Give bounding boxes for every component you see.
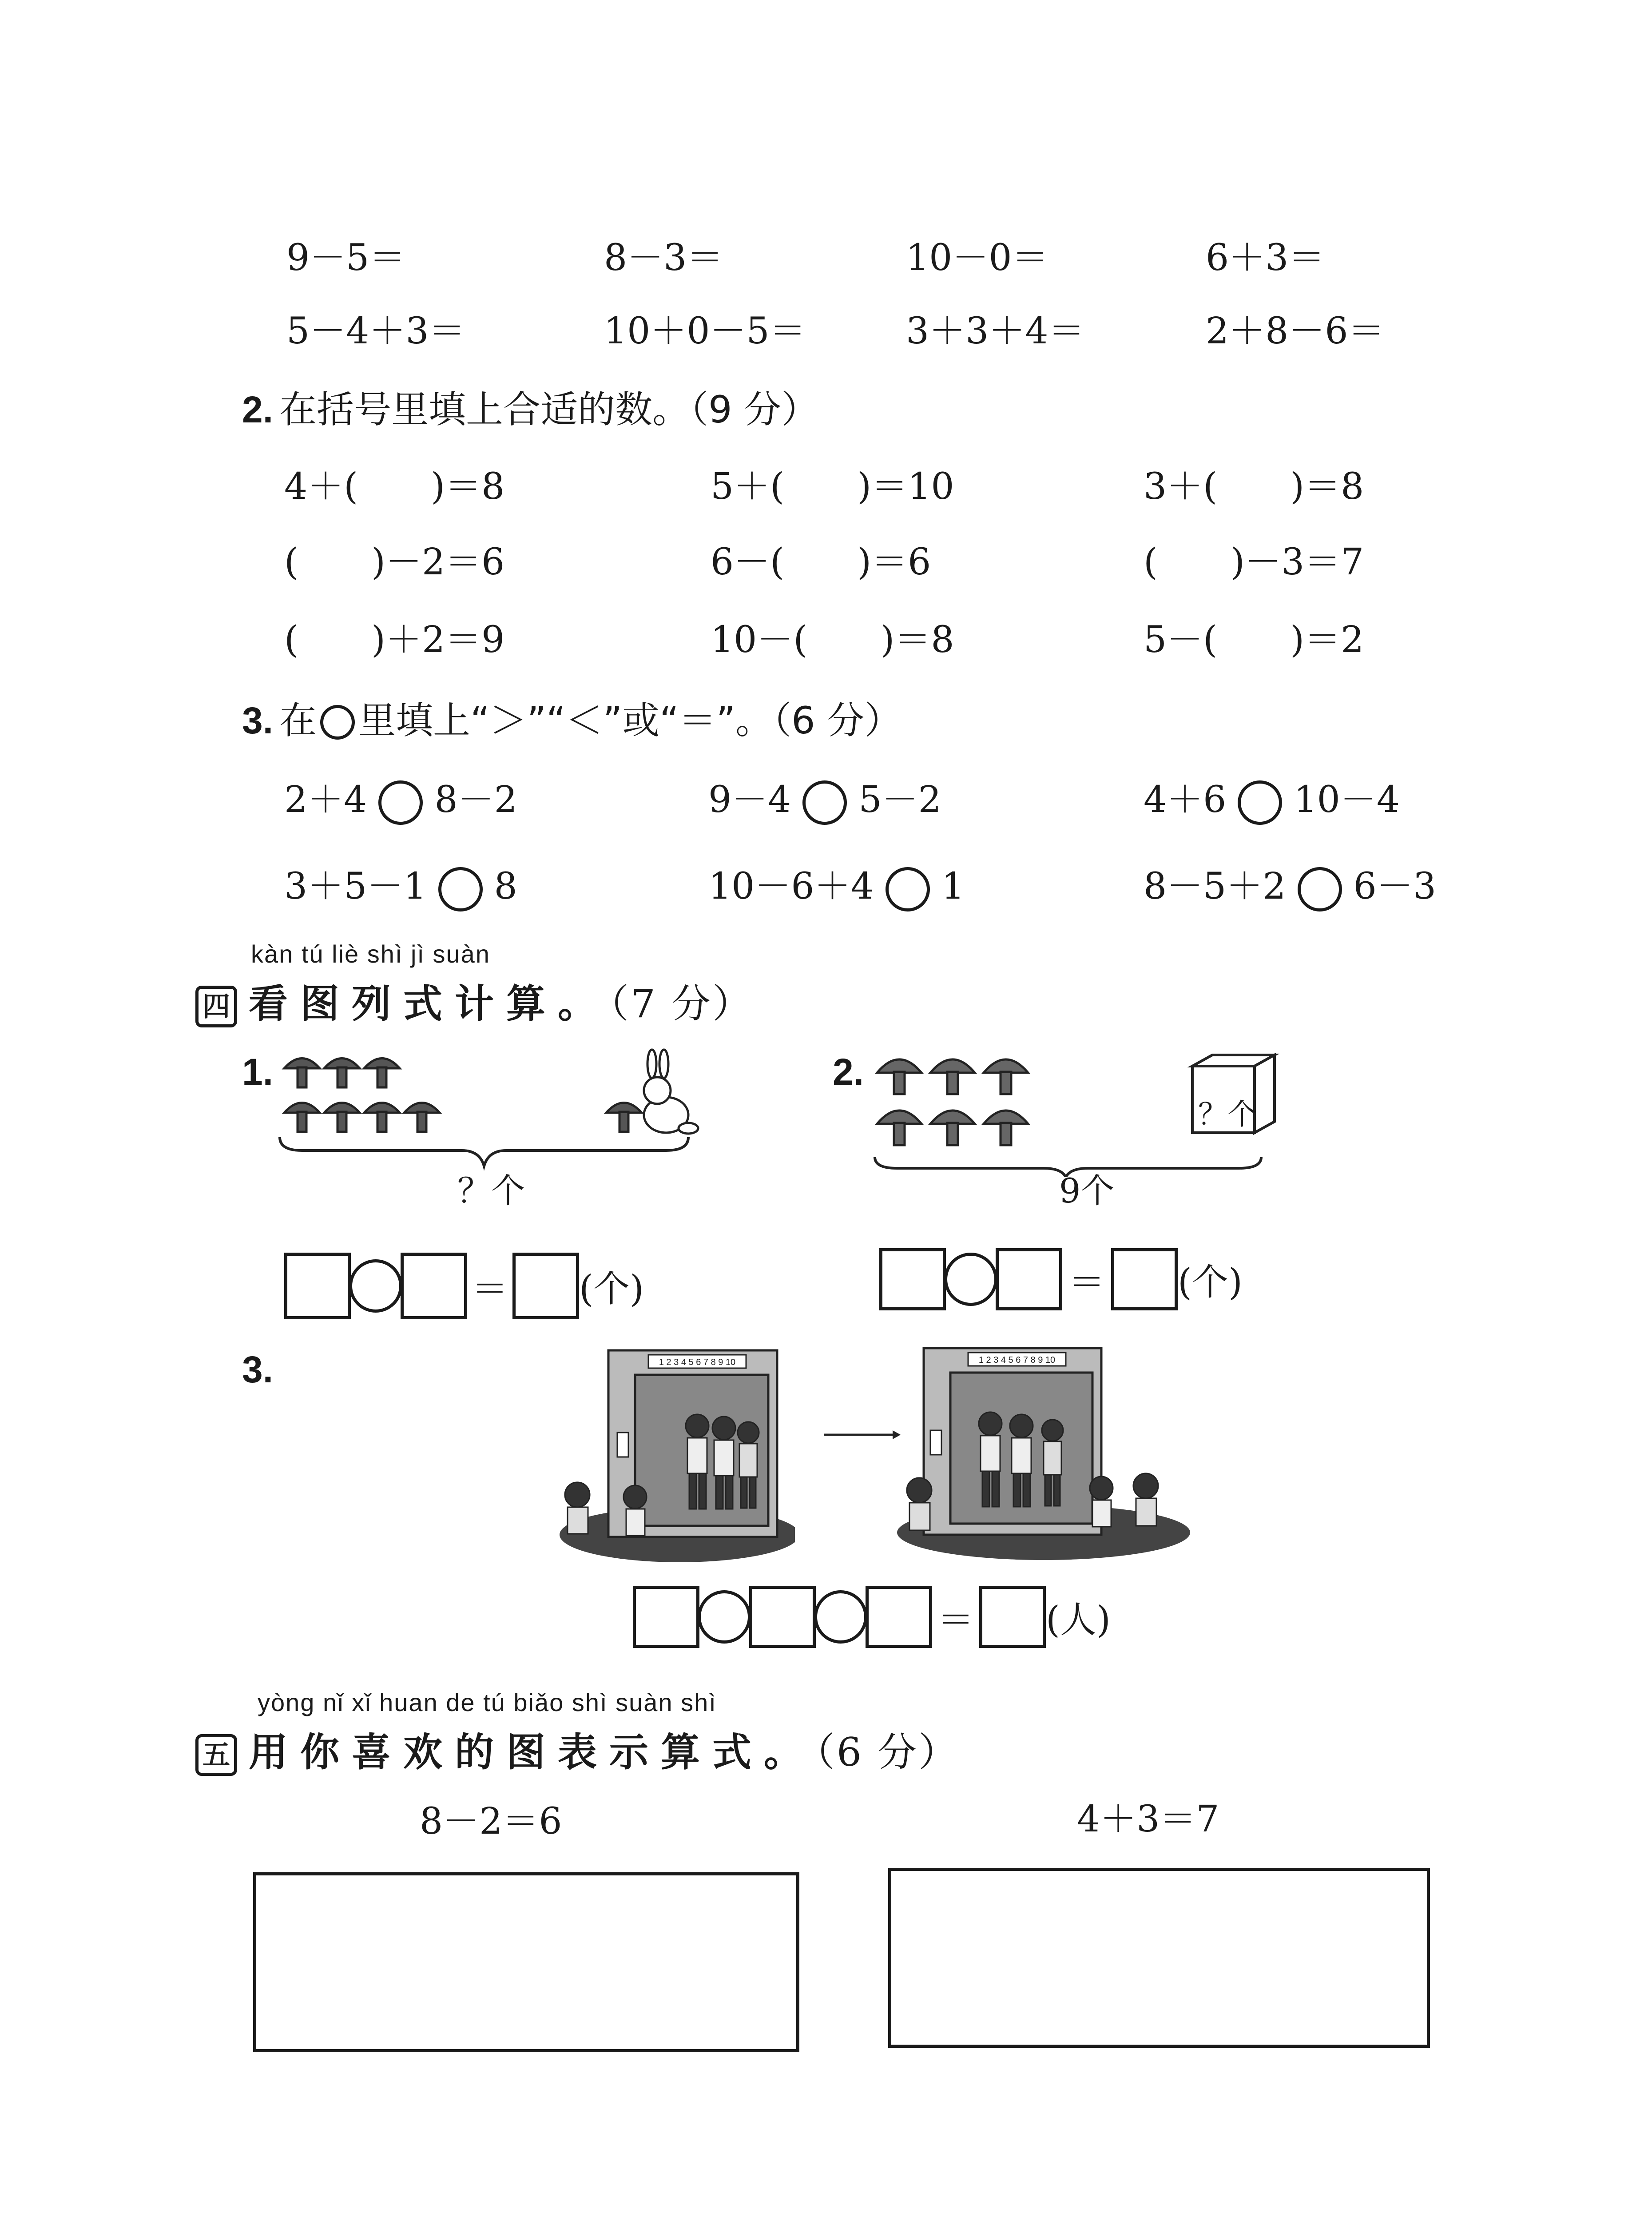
operator-circle[interactable] — [944, 1253, 997, 1306]
compare-left: 2＋4 — [284, 779, 367, 821]
sec4-badge: 四 — [195, 986, 237, 1027]
q2-heading — [242, 380, 818, 434]
compare-right: 6－3 — [1353, 865, 1437, 908]
answer-circle[interactable] — [1238, 780, 1282, 825]
arrow-icon — [822, 1426, 901, 1444]
calc-4: 6＋3＝ — [1206, 237, 1325, 279]
sec4-pinyin: kàn tú liè shì jì suàn — [251, 940, 490, 968]
operator-circle[interactable] — [698, 1590, 751, 1644]
compare-left: 9－4 — [708, 779, 791, 821]
calc-1: 9－5＝ — [286, 237, 406, 279]
p2-number: 2. — [833, 1051, 864, 1093]
fill-6: ( )－3＝7 — [1144, 541, 1364, 583]
q2-title: 在括号里填上合适的数。（9 分） — [279, 388, 819, 431]
fill-1: 4＋( )＝8 — [284, 466, 505, 508]
p2-box-label: ？个 — [1198, 1097, 1257, 1131]
operator-circle[interactable] — [814, 1590, 867, 1644]
answer-box[interactable] — [401, 1253, 467, 1319]
operator-circle[interactable] — [349, 1259, 402, 1313]
sec5-equation-2: 4＋3＝7 — [1077, 1798, 1219, 1840]
p1-unit: (个) — [579, 1268, 644, 1310]
fill-3: 3＋( )＝8 — [1144, 466, 1364, 508]
mushroom-icon — [877, 1059, 1028, 1145]
calc-2: 8－3＝ — [604, 237, 723, 279]
compare-left: 10－6＋4 — [708, 865, 874, 908]
sec4-title: 看图列式计算。 — [249, 981, 610, 1027]
sec4-heading — [195, 973, 753, 1029]
elevator-scene-before — [551, 1344, 795, 1566]
compare-right: 5－2 — [858, 779, 941, 821]
sec5-badge: 五 — [195, 1734, 237, 1776]
drawing-area-2[interactable] — [888, 1868, 1430, 2048]
mushroom-icon — [284, 1059, 642, 1132]
floor-panel-label: 1 2 3 4 5 6 7 8 9 10 — [659, 1357, 736, 1367]
answer-circle[interactable] — [886, 867, 930, 911]
fill-4: ( )－2＝6 — [284, 541, 505, 583]
fill-5: 6－( )＝6 — [711, 541, 931, 583]
q2-number: 2. — [242, 389, 274, 430]
p3-number: 3. — [242, 1349, 274, 1390]
answer-circle[interactable] — [378, 780, 423, 825]
answer-box[interactable] — [284, 1253, 351, 1319]
answer-box[interactable] — [512, 1253, 579, 1319]
compare-right: 10－4 — [1294, 779, 1400, 821]
answer-box[interactable] — [866, 1586, 932, 1648]
compare-right: 1 — [941, 865, 965, 908]
compare-1 — [284, 771, 517, 825]
p1-label: ？个 — [457, 1171, 525, 1210]
compare-left: 3＋5－1 — [284, 865, 427, 908]
compare-3 — [1144, 771, 1400, 825]
compare-4 — [284, 857, 517, 911]
p1-number: 1. — [242, 1051, 274, 1093]
compare-left: 8－5＋2 — [1144, 865, 1286, 908]
answer-box[interactable] — [879, 1248, 946, 1310]
compare-right: 8－2 — [434, 779, 517, 821]
calc-3: 10－0＝ — [906, 237, 1048, 279]
sec4-points: （7 分） — [609, 981, 753, 1027]
p2-unit: (个) — [1178, 1261, 1243, 1304]
answer-box[interactable] — [633, 1586, 699, 1648]
compare-circle-icon — [320, 705, 355, 740]
drawing-area-1[interactable] — [253, 1872, 799, 2052]
calc-7: 3＋3＋4＝ — [906, 310, 1085, 352]
fill-7: ( )＋2＝9 — [284, 619, 505, 661]
q3-heading — [242, 691, 901, 744]
fill-9: 5－( )＝2 — [1144, 619, 1364, 661]
p2-label: 9个 — [1059, 1171, 1115, 1210]
calc-8: 2＋8－6＝ — [1206, 310, 1385, 352]
rabbit-icon — [644, 1050, 698, 1134]
q3-number: 3. — [242, 700, 274, 741]
fill-2: 5＋( )＝10 — [711, 466, 954, 508]
compare-left: 4＋6 — [1144, 779, 1227, 821]
sec5-points: （6 分） — [815, 1729, 959, 1775]
answer-circle[interactable] — [802, 780, 847, 825]
compare-5 — [708, 857, 965, 911]
elevator-scene-after — [893, 1341, 1195, 1564]
compare-right: 8 — [494, 865, 517, 908]
answer-box[interactable] — [749, 1586, 816, 1648]
sec5-equation-1: 8－2＝6 — [420, 1800, 562, 1843]
q3-title-a: 在 — [279, 699, 317, 742]
answer-box[interactable] — [996, 1248, 1062, 1310]
answer-box[interactable] — [979, 1586, 1046, 1648]
q3-title-b: 里填上“＞”“＜”或“＝”。（6 分） — [358, 699, 902, 742]
answer-circle[interactable] — [438, 867, 483, 911]
answer-circle[interactable] — [1298, 867, 1342, 911]
floor-panel-label: 1 2 3 4 5 6 7 8 9 10 — [978, 1355, 1056, 1365]
compare-2 — [708, 771, 941, 825]
fill-8: 10－( )＝8 — [711, 619, 954, 661]
sec5-pinyin: yòng nǐ xǐ huan de tú biǎo shì suàn shì — [258, 1688, 717, 1716]
p1-equation: ＝ (个) — [284, 1253, 644, 1319]
p3-unit: (人) — [1046, 1599, 1111, 1641]
sec5-heading — [195, 1721, 959, 1777]
p3-equation: ＝ (人) — [633, 1586, 1111, 1648]
calc-5: 5－4＋3＝ — [286, 310, 465, 352]
answer-box[interactable] — [1111, 1248, 1178, 1310]
compare-6 — [1144, 857, 1436, 911]
calc-6: 10＋0－5＝ — [604, 310, 806, 352]
p2-equation: ＝ (个) — [879, 1248, 1243, 1310]
sec5-title: 用你喜欢的图表示算式。 — [249, 1729, 816, 1775]
